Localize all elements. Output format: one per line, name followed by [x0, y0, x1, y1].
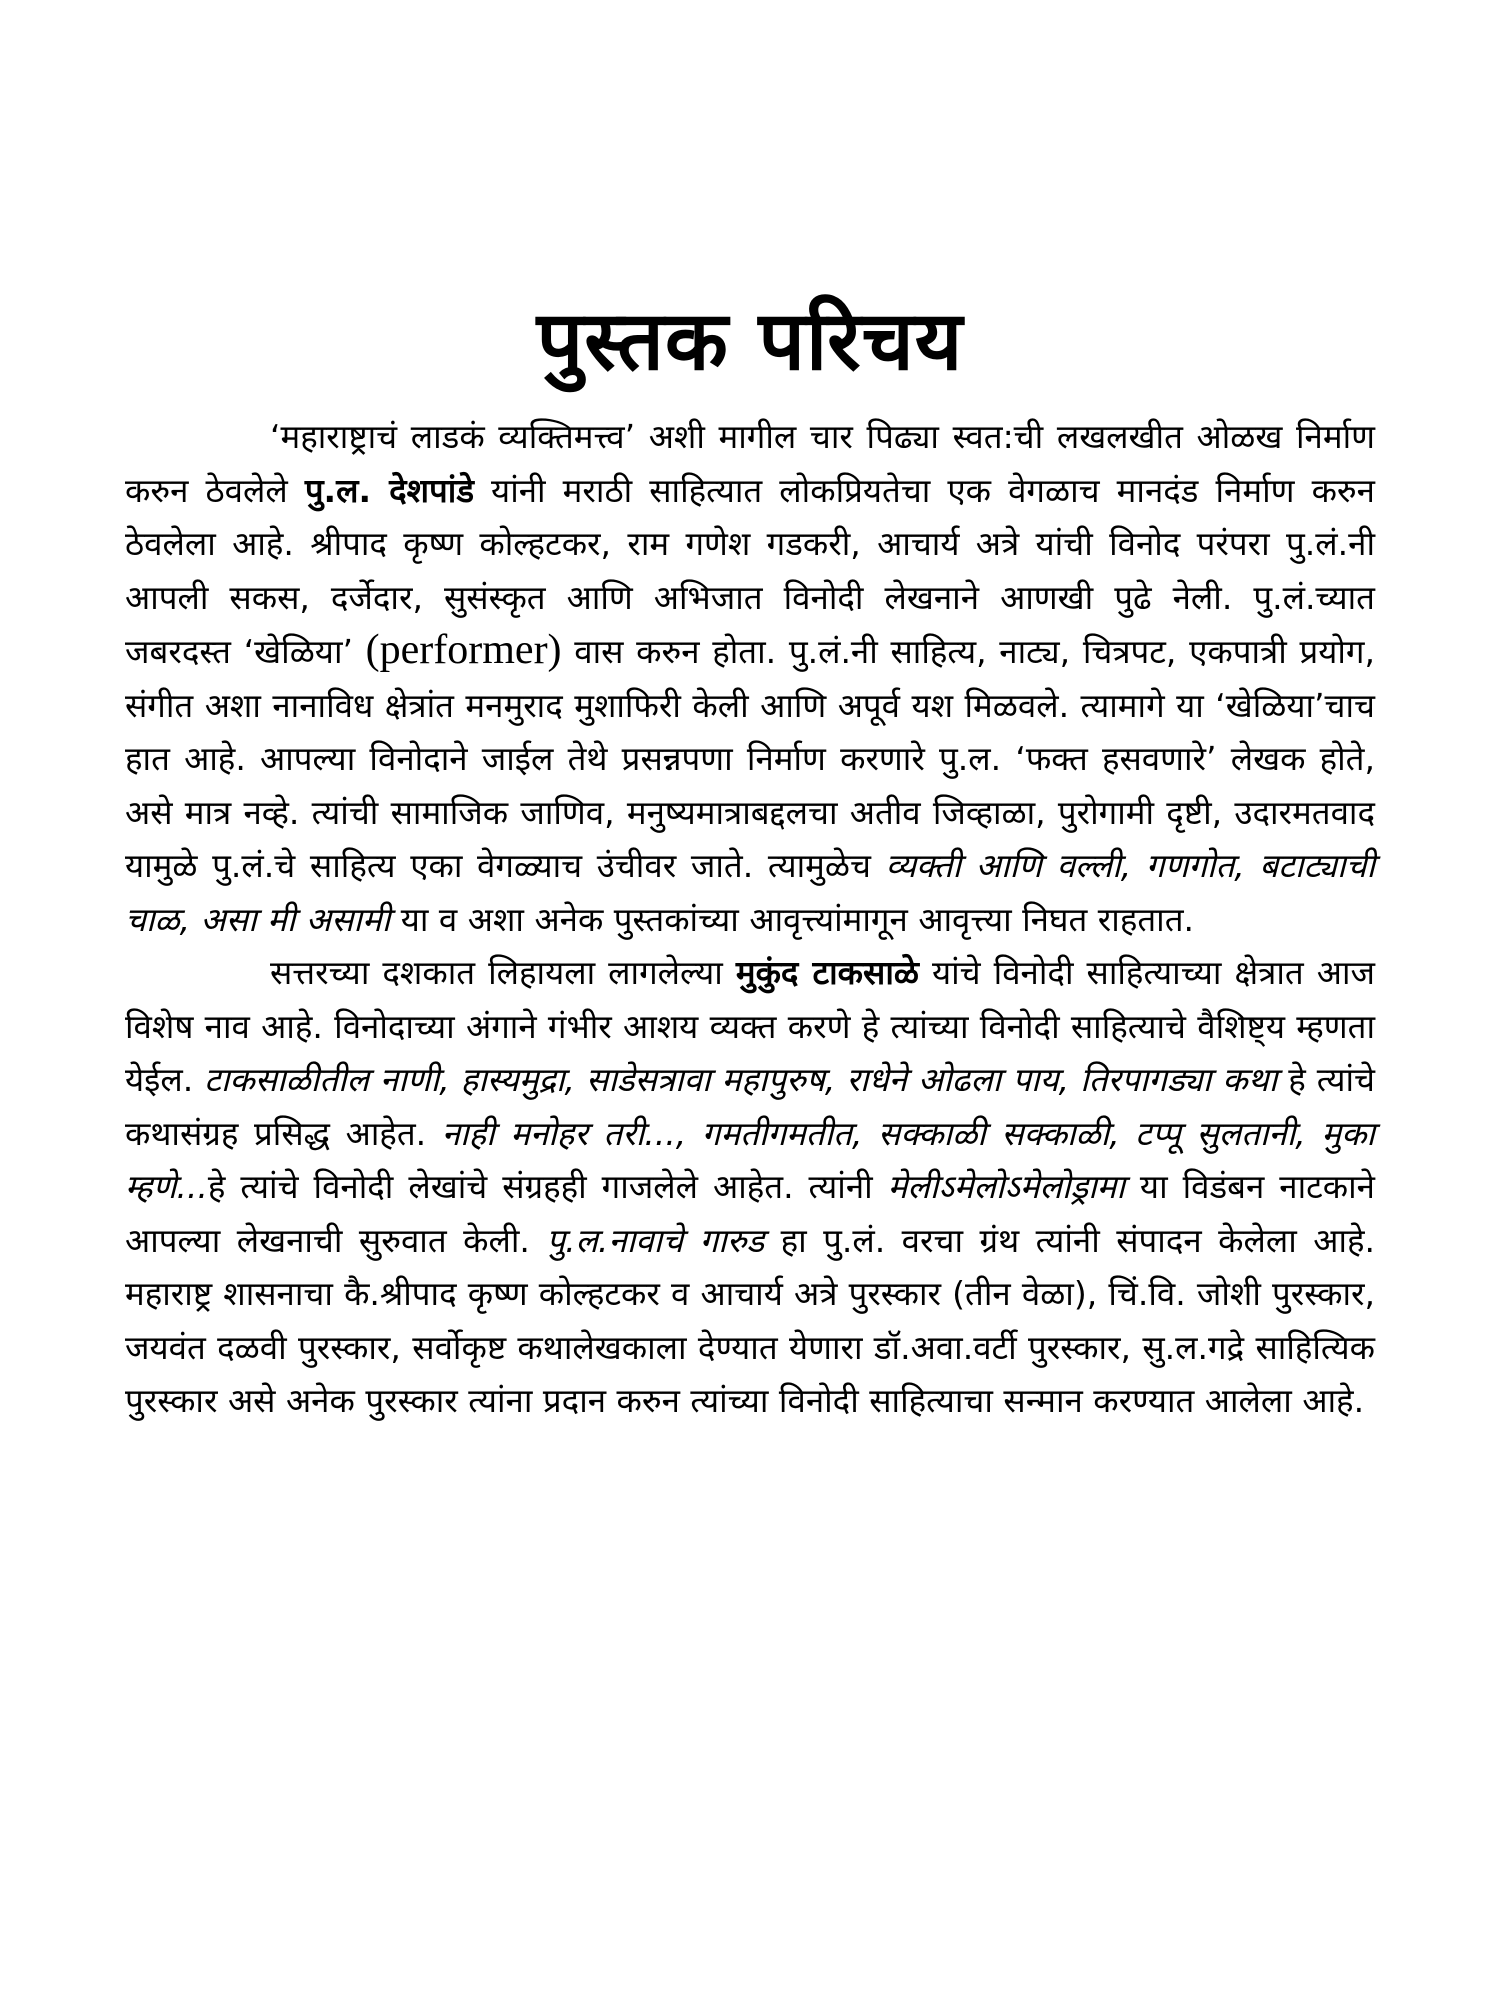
play-title: मेलीऽमेलोऽमेलोड्रामा [887, 1167, 1125, 1206]
text-segment: सत्तरच्या दशकात लिहायला लागलेल्या [270, 953, 736, 992]
author-name-taksale: मुकुंद टाकसाळे [735, 953, 919, 992]
text-segment: हा पु.लं. वरचा ग्रंथ त्यांनी संपादन केलेला आहे. महाराष्ट्र शासनाचा कै.श्रीपाद कृष्ण कोल्हटकर व आचार्य अत्रे पुरस्कार (तीन वेळा), चिं.वि. जोशी पुरस्कार, जयवंत दळवी पुरस्कार, सर्वोकृष्ट कथालेखकाला देण्यात येणारा डॉ.अवा.वर्टी पुरस्कार, सु.ल.गद्रे साहित्यिक पुरस्कार असे अनेक पुरस्कार त्यांना प्रदान करुन त्यांच्या विनोदी साहित्याचा सन्मान करण्यात आलेला आहे. [125, 1220, 1375, 1420]
text-segment: यांचे विनोदी साहित्याच्या क्षेत्रात आज विशेष नाव आहे. विनोदाच्या अंगाने गंभीर आशय व्यक्त करणे हे त्यांच्या विनोदी साहित्याचे वैशिष्ट्य म्हणता येईल. [125, 953, 1375, 1099]
english-term: (performer) [365, 627, 562, 673]
text-segment: हे त्यांचे कथासंग्रह प्रसिद्ध आहेत. [125, 1060, 1375, 1153]
book-titles: नाही मनोहर तरी..., गमतीगमतीत, सक्काळी सक्काळी, टप्पू सुलतानी, मुका म्हणे... [125, 1113, 1375, 1206]
text-segment: या विडंबन नाटकाने आपल्या लेखनाची सुरुवात केली. [125, 1167, 1375, 1260]
paragraph-deshpande [125, 410, 1375, 946]
edited-book-title: पु.ल.नावाचे गारुड [546, 1220, 765, 1260]
book-titles: टाकसाळीतील नाणी, हास्यमुद्रा, साडेसत्रावा महापुरुष, राधेने ओढला पाय, तिरपागड्या कथा [204, 1060, 1278, 1099]
text-segment: यांनी मराठी साहित्यात लोकप्रियतेचा एक वेगळाच मानदंड निर्माण करुन ठेवलेला आहे. श्रीपाद कृष्ण कोल्हटकर, राम गणेश गडकरी, आचार्य अत्रे यांची विनोद परंपरा पु.लं.नी आपली सकस, दर्जेदार, सुसंस्कृत आणि अभिजात विनोदी लेखनाने आणखी पुढे नेली. पु.लं.च्यात जबरदस्त ‘खेळिया’ [125, 470, 1375, 671]
article-body [125, 410, 1375, 1428]
text-segment: ‘महाराष्ट्राचं लाडकं व्यक्तिमत्त्व’ अशी मागील चार पिढ्या स्वत:ची लखलखीत ओळख निर्माण करुन ठेवलेले [125, 417, 1375, 510]
book-titles: व्यक्ती आणि वल्ली, गणगोत, बटाट्याची चाळ, असा मी असामी [125, 846, 1376, 939]
text-segment: या व अशा अनेक पुस्तकांच्या आवृत्त्यांमागून आवृत्त्या निघत राहतात. [390, 899, 1195, 939]
page-title: पुस्तक परिचय [536, 293, 964, 389]
text-segment: वास करुन होता. पु.लं.नी साहित्य, नाट्य, चित्रपट, एकपात्री प्रयोग, संगीत अशा नानाविध क्षेत्रांत मनमुराद मुशाफिरी केली आणि अपूर्व यश मिळवले. त्यामागे या ‘खेळिया’चाच हात आहे. आपल्या विनोदाने जाईल तेथे प्रसन्नपणा निर्माण करणारे पु.ल. ‘फक्त हसवणारे’ लेखक होते, असे मात्र नव्हे. त्यांची सामाजिक जाणिव, मनुष्यमात्राबद्दलचा अतीव जिव्हाळा, पुरोगामी दृष्टी, उदारमतवाद यामुळे पु.लं.चे साहित्य एका वेगळ्याच उंचीवर जाते. त्यामुळेच [125, 632, 1375, 885]
paragraph-taksale [125, 946, 1375, 1428]
text-segment: हे त्यांचे विनोदी लेखांचे संग्रहही गाजलेले आहेत. त्यांनी [207, 1167, 888, 1206]
author-name-deshpande: पु.ल. देशपांडे [304, 470, 474, 510]
